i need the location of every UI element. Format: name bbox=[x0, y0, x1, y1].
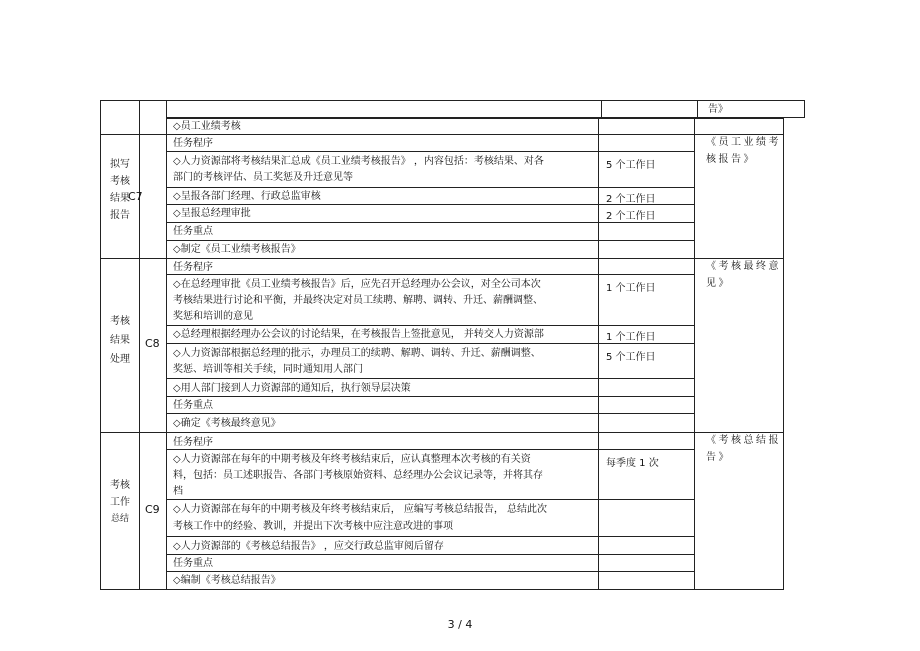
step-text: ◇总经理根据经理办公会议的讨论结果，在考核报告上签批意见， 并转交人力资源部 bbox=[173, 329, 544, 340]
rule bbox=[100, 432, 783, 433]
program-header: 任务程序 bbox=[173, 437, 213, 448]
rule bbox=[139, 100, 140, 590]
rule bbox=[166, 222, 694, 223]
program-header: 任务程序 bbox=[173, 138, 213, 149]
step-text: 奖惩、培训等相关手续，同时通知用人部门 bbox=[173, 364, 363, 375]
focus-text: ◇制定《员工业绩考核报告》 bbox=[173, 244, 301, 255]
focus-text: ◇确定《考核最终意见》 bbox=[173, 418, 281, 429]
rule bbox=[601, 100, 602, 118]
step-text: 考核工作中的经验、教训，并提出下次考核中应注意改进的事项 bbox=[173, 521, 453, 532]
rule bbox=[166, 118, 783, 119]
step-time: 2 个工作日 bbox=[606, 211, 656, 222]
step-time: 2 个工作日 bbox=[606, 194, 656, 205]
rule bbox=[166, 396, 694, 397]
section-code: C8 bbox=[145, 337, 160, 350]
rule bbox=[100, 589, 783, 590]
output-note: 《考核总结报 告》 bbox=[706, 435, 781, 463]
step-text: ◇人力资源部在每年的中期考核及年终考核结束后， 应编写考核总结报告， 总结此次 bbox=[173, 504, 548, 515]
step-text: ◇呈报各部门经理、行政总监审核 bbox=[173, 191, 321, 202]
section-code: C7 bbox=[128, 190, 143, 203]
step-time: 5 个工作日 bbox=[606, 160, 656, 171]
focus-header: 任务重点 bbox=[173, 558, 213, 569]
focus-header: 任务重点 bbox=[173, 226, 213, 237]
step-time: 5 个工作日 bbox=[606, 352, 656, 363]
rule bbox=[166, 449, 694, 450]
program-header: 任务程序 bbox=[173, 262, 213, 273]
rule bbox=[166, 536, 694, 537]
rule bbox=[783, 118, 784, 590]
rule bbox=[100, 134, 783, 135]
step-text: ◇人力资源部在每年的中期考核及年终考核结束后，应认真整理本次考核的有关资 bbox=[173, 454, 531, 465]
rule bbox=[694, 118, 695, 590]
rule bbox=[166, 274, 694, 275]
step-text: 料，包括：员工述职报告、各部门考核原始资料、总经理办公会议记录等，并将其存 bbox=[173, 470, 543, 481]
step-text: 档 bbox=[173, 486, 183, 497]
rule bbox=[100, 100, 805, 101]
step-text: 考核结果进行讨论和平衡，并最终决定对员工续聘、解聘、调转、升迁、薪酬调整、 bbox=[173, 295, 543, 306]
rule bbox=[166, 554, 694, 555]
rule bbox=[166, 240, 694, 241]
page-number: 3 / 4 bbox=[447, 618, 473, 631]
section-label: 考核 结果 处理 bbox=[110, 316, 130, 365]
step-text: ◇用人部门接到人力资源部的通知后，执行领导层决策 bbox=[173, 383, 411, 394]
rule bbox=[598, 118, 599, 590]
step-time: 1 个工作日 bbox=[606, 332, 656, 343]
output-note: 《考核最终意 见》 bbox=[706, 261, 781, 289]
step-time: 1 个工作日 bbox=[606, 283, 656, 294]
c7-extra-row: ◇员工业绩考核 bbox=[173, 121, 241, 132]
rule bbox=[100, 258, 783, 259]
rule bbox=[166, 378, 694, 379]
step-text: ◇人力资源部根据总经理的批示，办理员工的续聘、解聘、调转、升迁、薪酬调整、 bbox=[173, 348, 541, 359]
step-text: ◇人力资源部将考核结果汇总成《员工业绩考核报告》 ，内容包括：考核结果、对各 bbox=[173, 156, 544, 167]
step-time: 每季度 1 次 bbox=[606, 458, 659, 469]
rule bbox=[166, 571, 694, 572]
output-note: 《员工业绩考 核报告》 bbox=[706, 137, 781, 165]
step-text: ◇在总经理审批《员工业绩考核报告》后，应先召开总经理办公会议，对全公司本次 bbox=[173, 279, 541, 290]
section-label: 考核 工作 总结 bbox=[110, 480, 130, 524]
rule bbox=[166, 151, 694, 152]
section-label: 拟写 考核 结果 报告 bbox=[110, 159, 130, 221]
rule bbox=[697, 100, 698, 118]
step-text: 部门的考核评估、员工奖惩及升迁意见等 bbox=[173, 172, 353, 183]
rule bbox=[166, 187, 694, 188]
focus-text: ◇编制《考核总结报告》 bbox=[173, 575, 281, 586]
note-tail: 告》 bbox=[708, 104, 728, 115]
rule bbox=[166, 325, 694, 326]
step-text: ◇呈报总经理审批 bbox=[173, 208, 251, 219]
focus-header: 任务重点 bbox=[173, 400, 213, 411]
rule bbox=[166, 413, 694, 414]
rule bbox=[804, 100, 805, 118]
section-code: C9 bbox=[145, 503, 160, 516]
rule bbox=[166, 343, 694, 344]
rule bbox=[166, 499, 694, 500]
step-text: 奖惩和培训的意见 bbox=[173, 311, 253, 322]
rule bbox=[166, 100, 167, 590]
step-text: ◇人力资源部的《考核总结报告》 ，应交行政总监审阅后留存 bbox=[173, 541, 444, 552]
